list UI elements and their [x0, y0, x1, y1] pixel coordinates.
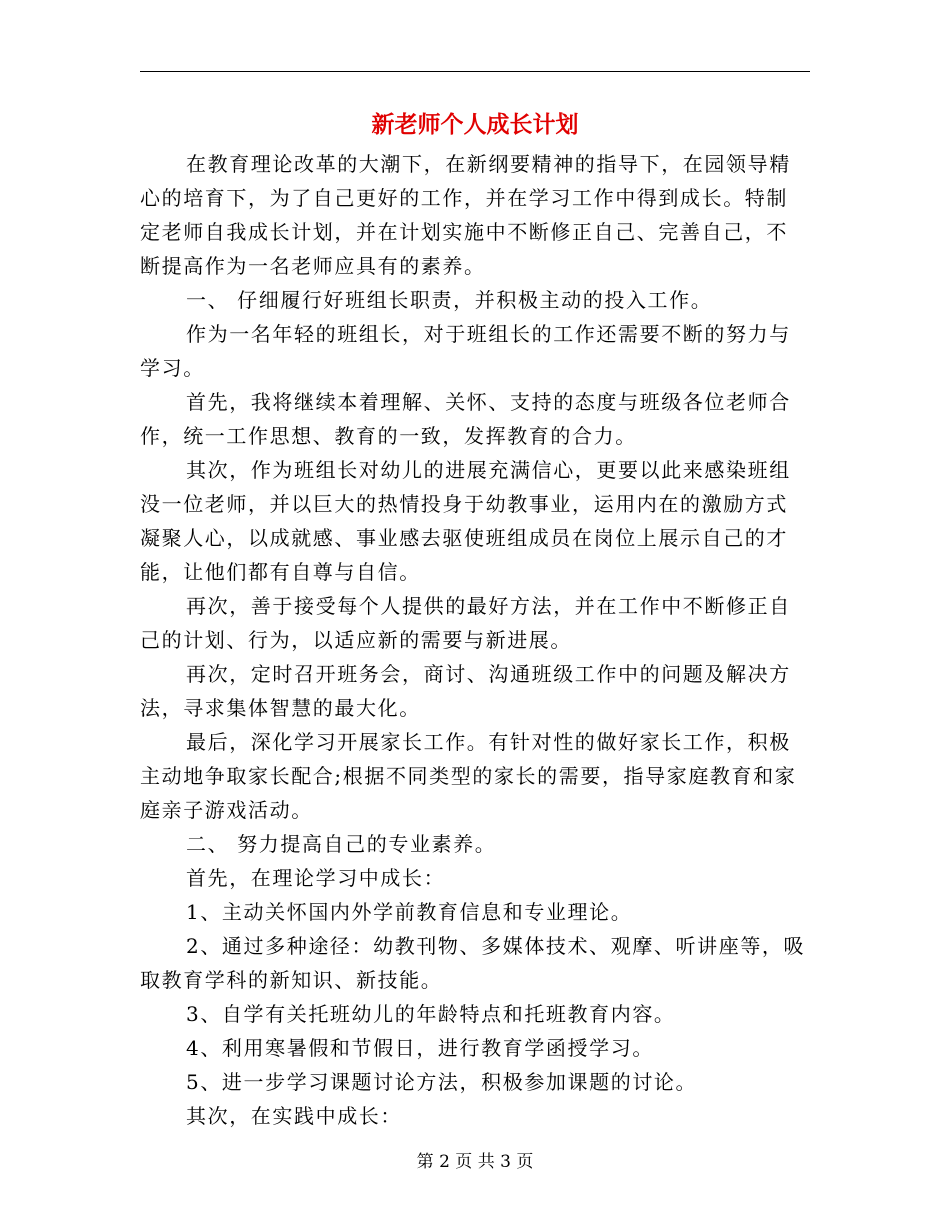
paragraph: 最后，深化学习开展家长工作。有针对性的做好家长工作，积极主动地争取家长配合;根据不同类型的家长的需要，指导家庭教育和家庭亲子游戏活动。	[140, 730, 797, 822]
page-number: 第 2 页 共 3 页	[416, 1152, 534, 1172]
paragraph: 其次，在实践中成长：	[186, 1104, 402, 1128]
header-rule	[140, 71, 810, 72]
paragraph: 其次，作为班组长对幼儿的进展充满信心，更要以此来感染班组没一位老师，并以巨大的热情投身于幼教事业，运用内在的激励方式凝聚人心，以成就感、事业感去驱使班组成员在岗位上展示自己的才能，让他们都有自尊与自信。	[140, 458, 791, 584]
paragraph: 首先，在理论学习中成长：	[186, 866, 446, 890]
list-item: 2、通过多种途径：幼教刊物、多媒体技术、观摩、听讲座等，吸取教育学科的新知识、新技能。	[140, 934, 806, 992]
list-item: 3、自学有关托班幼儿的年龄特点和托班教育内容。	[186, 1002, 676, 1026]
paragraph: 作为一名年轻的班组长，对于班组长的工作还需要不断的努力与学习。	[140, 322, 791, 380]
document-body	[140, 147, 808, 1133]
section-heading-2: 二、 努力提高自己的专业素养。	[186, 832, 497, 856]
paragraph: 首先，我将继续本着理解、关怀、支持的态度与班级各位老师合作，统一工作思想、教育的一致，发挥教育的合力。	[140, 390, 791, 448]
list-item: 5、进一步学习课题讨论方法，积极参加课题的讨论。	[186, 1070, 698, 1094]
section-heading-1: 一、 仔细履行好班组长职责，并积极主动的投入工作。	[186, 288, 713, 312]
list-item: 1、主动关怀国内外学前教育信息和专业理论。	[186, 900, 633, 924]
document-title: 新老师个人成长计划	[371, 112, 579, 138]
paragraph-intro: 在教育理论改革的大潮下，在新纲要精神的指导下，在园领导精心的培育下，为了自己更好的工作，并在学习工作中得到成长。特制定老师自我成长计划，并在计划实施中不断修正自己、完善自己，不断提高作为一名老师应具有的素养。	[140, 152, 791, 278]
paragraph: 再次，定时召开班务会，商讨、沟通班级工作中的问题及解决方法，寻求集体智慧的最大化。	[140, 662, 791, 720]
paragraph: 再次，善于接受每个人提供的最好方法，并在工作中不断修正自己的计划、行为，以适应新的需要与新进展。	[140, 594, 791, 652]
list-item: 4、利用寒暑假和节假日，进行教育学函授学习。	[186, 1036, 654, 1060]
